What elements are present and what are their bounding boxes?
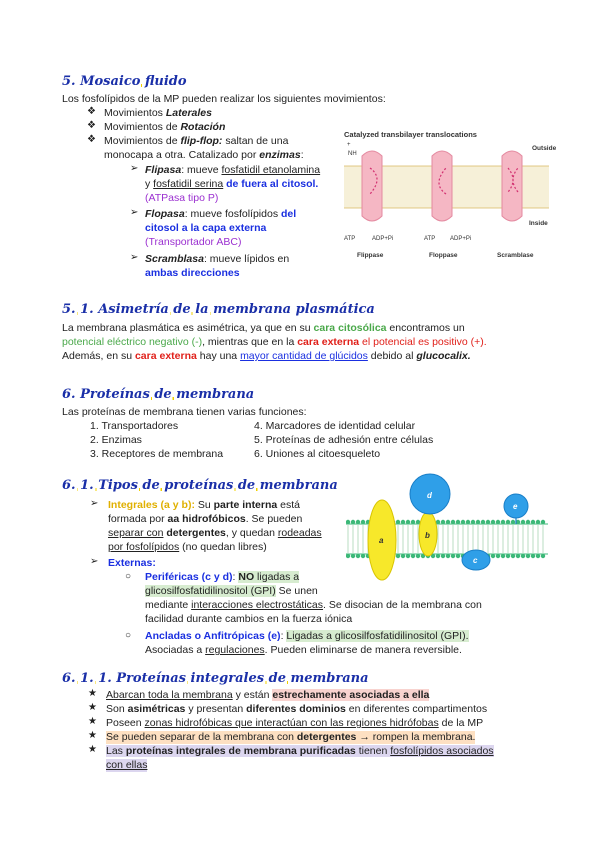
perifericas-line-4: facilidad durante cambios en la fuerza iónica bbox=[145, 613, 353, 625]
perifericas-line-3: mediante interacciones electrostáticas. Se disocian de la membrana con bbox=[145, 599, 482, 611]
externas-label: Externas: bbox=[108, 557, 156, 569]
scramblasa-line-2: ambas direcciones bbox=[145, 267, 240, 279]
section-5-title: 5. Mosaico fluido bbox=[62, 74, 187, 89]
arrow-bullet-icon: ➢ bbox=[130, 163, 139, 174]
s6-intro: Las proteínas de membrana tienen varias funciones: bbox=[62, 406, 307, 418]
s5-movement-3: Movimientos de flip-flop: saltan de una bbox=[104, 135, 289, 147]
flopasa-line-3: (Transportador ABC) bbox=[145, 236, 242, 248]
s5-movement-2: Movimientos de Rotación bbox=[104, 121, 226, 133]
section-5-1-title: 5. 1. Asimetría de la membrana plasmática bbox=[62, 302, 375, 317]
flipasa-line-1: Flipasa: mueve fosfatidil etanolamina bbox=[145, 164, 321, 176]
membrane-proteins-figure bbox=[346, 472, 548, 590]
flippase-protein bbox=[362, 151, 382, 221]
protein-e-label: e bbox=[513, 502, 518, 511]
integrales-line-2: formada por aa hidrofóbicos. Se pueden bbox=[108, 513, 303, 525]
star-bullet-icon: ★ bbox=[88, 688, 97, 699]
fig1-inside: Inside bbox=[529, 220, 548, 227]
fig1-plus: + bbox=[347, 142, 351, 148]
integral-bullet-5: Las proteínas integrales de membrana purificadas tienen fosfolípidos asociados bbox=[106, 745, 494, 757]
s5-intro: Los fosfolípidos de la MP pueden realizar los siguientes movimientos: bbox=[62, 93, 386, 105]
star-bullet-icon: ★ bbox=[88, 716, 97, 727]
integral-bullet-5-cont: con ellas bbox=[106, 759, 148, 771]
circle-bullet-icon: ○ bbox=[125, 630, 132, 641]
fig1-label-flippase: Flippase bbox=[357, 252, 384, 259]
flopasa-line-2: citosol a la capa externa bbox=[145, 222, 267, 234]
section-6-title: 6. Proteínas de membrana bbox=[62, 387, 255, 402]
protein-b-label: b bbox=[425, 531, 430, 540]
fig1-label-scramblase: Scramblase bbox=[497, 252, 534, 259]
function-item: 1. Transportadores bbox=[90, 420, 179, 432]
integral-bullet-1: Abarcan toda la membrana y están estrechamente asociadas a ella bbox=[106, 689, 430, 701]
function-item: 2. Enzimas bbox=[90, 434, 142, 446]
function-item: 4. Marcadores de identidad celular bbox=[254, 420, 416, 432]
integral-bullet-3: Poseen zonas hidrofóbicas que interactúan con las regiones hidrófobas de la MP bbox=[106, 717, 484, 729]
flipasa-line-2: y fosfatidil serina de fuera al citosol. bbox=[145, 178, 319, 190]
perifericas-line-2: glicosilfosfatidilinositol (GPI) Se unen bbox=[145, 585, 318, 597]
function-item: 5. Proteínas de adhesión entre células bbox=[254, 434, 434, 446]
fig1-atp2: ATP bbox=[424, 236, 436, 242]
protein-c-label: c bbox=[473, 556, 478, 565]
star-bullet-icon: ★ bbox=[88, 702, 97, 713]
fig1-title: Catalyzed transbilayer translocations bbox=[344, 130, 477, 139]
floppase-protein bbox=[432, 151, 452, 221]
integrales-line-1: Integrales (a y b): Su parte interna está bbox=[108, 499, 301, 511]
integrales-line-3: separar con detergentes, y quedan rodeadas bbox=[108, 527, 322, 539]
integral-bullet-4: Se pueden separar de la membrana con detergentes → rompen la membrana. bbox=[106, 731, 476, 743]
s5-movement-1: Movimientos Laterales bbox=[104, 107, 212, 119]
diamond-bullet-icon: ❖ bbox=[87, 120, 96, 131]
scramblase-protein bbox=[502, 151, 522, 221]
star-bullet-icon: ★ bbox=[88, 744, 97, 755]
fig1-adp2: ADP+Pi bbox=[450, 236, 472, 242]
arrow-bullet-icon: ➢ bbox=[130, 207, 139, 218]
diamond-bullet-icon: ❖ bbox=[87, 106, 96, 117]
perifericas-line-1: Periféricas (c y d): NO ligadas a bbox=[145, 571, 300, 583]
function-item: 6. Uniones al citoesqueleto bbox=[254, 448, 381, 460]
ancladas-line-2: Asociadas a regulaciones. Pueden eliminarse de manera reversible. bbox=[145, 644, 462, 656]
section-6-1-title: 6. 1. Tipos de proteínas de membrana bbox=[62, 478, 338, 493]
circle-bullet-icon: ○ bbox=[125, 571, 132, 582]
flopasa-line-1: Flopasa: mueve fosfolípidos del bbox=[145, 208, 297, 220]
function-item: 3. Receptores de membrana bbox=[90, 448, 224, 460]
fig1-atp1: ATP bbox=[344, 236, 356, 242]
integral-bullet-2: Son asimétricas y presentan diferentes dominios en diferentes compartimentos bbox=[106, 703, 488, 715]
arrow-bullet-icon: ➢ bbox=[130, 252, 139, 263]
arrow-bullet-icon: ➢ bbox=[90, 498, 99, 509]
fig1-nh: NH bbox=[348, 151, 357, 157]
scramblasa-line-1: Scramblasa: mueve lípidos en bbox=[145, 253, 290, 265]
section-6-1-1-title: 6. 1. 1. Proteínas integrales de membrana bbox=[62, 671, 369, 686]
flipasa-line-3: (ATPasa tipo P) bbox=[145, 192, 219, 204]
star-bullet-icon: ★ bbox=[88, 730, 97, 741]
s51-line-2: potencial eléctrico negativo (-), mientras que en la cara externa el potencial es positivo (+). bbox=[62, 336, 487, 348]
fig1-adp1: ADP+Pi bbox=[372, 236, 394, 242]
s51-line-1: La membrana plasmática es asimétrica, ya que en su cara citosólica encontramos un bbox=[62, 322, 465, 334]
protein-d-label: d bbox=[427, 491, 432, 500]
arrow-bullet-icon: ➢ bbox=[90, 556, 99, 567]
integrales-line-4: por fosfolípidos (no quedan libres) bbox=[108, 541, 267, 553]
translocation-figure bbox=[342, 128, 562, 264]
fig1-outside: Outside bbox=[532, 145, 557, 152]
s5-movement-3-cont: monocapa a otra. Catalizado por enzimas: bbox=[104, 149, 304, 161]
ancladas-line-1: Ancladas o Anfitrópicas (e): Ligadas a glicosilfosfatidilinositol (GPI). bbox=[145, 630, 469, 642]
fig1-label-floppase: Floppase bbox=[429, 252, 458, 259]
protein-a-label: a bbox=[379, 536, 384, 545]
diamond-bullet-icon: ❖ bbox=[87, 134, 96, 145]
s51-line-3: Además, en su cara externa hay una mayor cantidad de glúcidos debido al glucocalix. bbox=[62, 350, 471, 362]
